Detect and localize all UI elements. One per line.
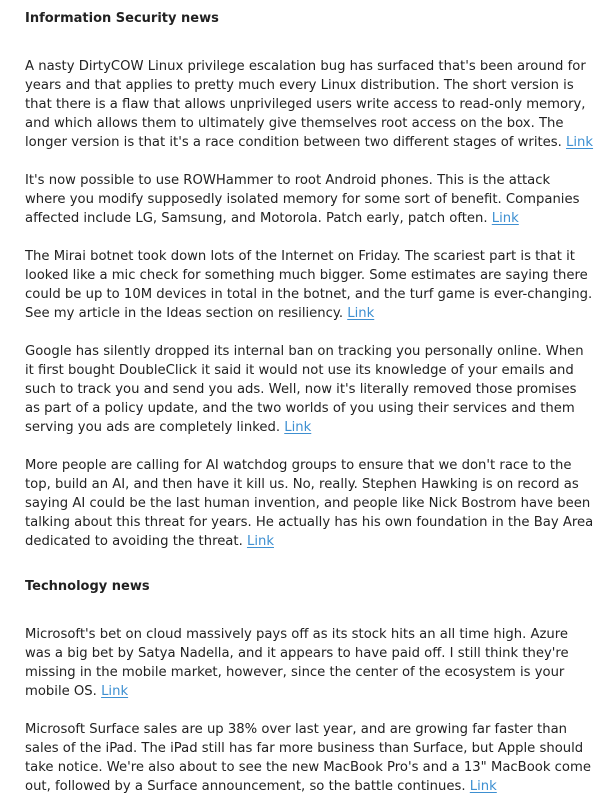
news-item-mirai (25, 247, 594, 323)
news-item-text: Microsoft's bet on cloud massively pays off as its stock hits an all time high. Azure was a big bet by Satya Nadella, and it appears to have paid off. I still think they're missing in the mobile market, however, since the center of the ecosystem is your mobile OS. (25, 627, 569, 699)
news-item-link[interactable]: Link (347, 306, 375, 321)
news-item-text: Google has silently dropped its internal ban on tracking you personally online. When it first bought DoubleClick it said it would not use its knowledge of your emails and such to track you and send you ads. Well, now it's literally removed those promises as part of a policy update, and the two worlds of you using their services and them serving you ads are completely linked. (25, 344, 584, 435)
news-item-google-tracking (25, 342, 594, 437)
news-item-link[interactable]: Link (101, 684, 129, 699)
news-item-link[interactable]: Link (246, 534, 274, 549)
news-item-text: More people are calling for AI watchdog groups to ensure that we don't race to the top, build an AI, and then have it kill us. No, really. Stephen Hawking is on record as saying AI could be the last human invention, and people like Nick Bostrom have been talking about this threat for years. He actually has his own foundation in the Bay Area dedicated to avoiding the threat. (25, 458, 594, 549)
news-item-surface-sales (25, 720, 594, 796)
news-item-rowhammer (25, 171, 594, 228)
section-title-infosec: Information Security news (25, 11, 219, 26)
section-title-technology: Technology news (25, 579, 150, 594)
news-item-dirtycow (25, 57, 594, 152)
news-item-link[interactable]: Link (469, 779, 497, 794)
news-item-microsoft-cloud (25, 625, 594, 701)
news-item-text: A nasty DirtyCOW Linux privilege escalation bug has surfaced that's been around for years and that applies to pretty much every Linux distribution. The short version is that there is a flaw that allows unprivileged users write access to read-only memory, and which allows them to ultimately give themselves root access on the box. The longer version is that it's a race condition between two different stages of writes. (25, 59, 586, 150)
news-item-link[interactable]: Link (491, 211, 519, 226)
news-item-link[interactable]: Link (566, 135, 594, 150)
news-item-text: The Mirai botnet took down lots of the Internet on Friday. The scariest part is that it looked like a mic check for something much bigger. Some estimates are saying there could be up to 10M devices in total in the botnet, and the turf game is ever-changing. See my article in the Ideas section on resiliency. (25, 249, 593, 321)
news-item-link[interactable]: Link (284, 420, 312, 435)
news-item-text: Microsoft Surface sales are up 38% over last year, and are growing far faster than sales of the iPad. The iPad still has far more business than Surface, but Apple should take notice. We're also about to see the new MacBook Pro's and a 13" MacBook come out, followed by a Surface announcement, so the battle continues. (25, 722, 591, 794)
news-item-ai-watchdog (25, 456, 594, 551)
news-item-text: It's now possible to use ROWHammer to root Android phones. This is the attack where you modify supposedly isolated memory for some sort of benefit. Companies affected include LG, Samsung, and Motorola. Patch early, patch often. (25, 173, 580, 226)
